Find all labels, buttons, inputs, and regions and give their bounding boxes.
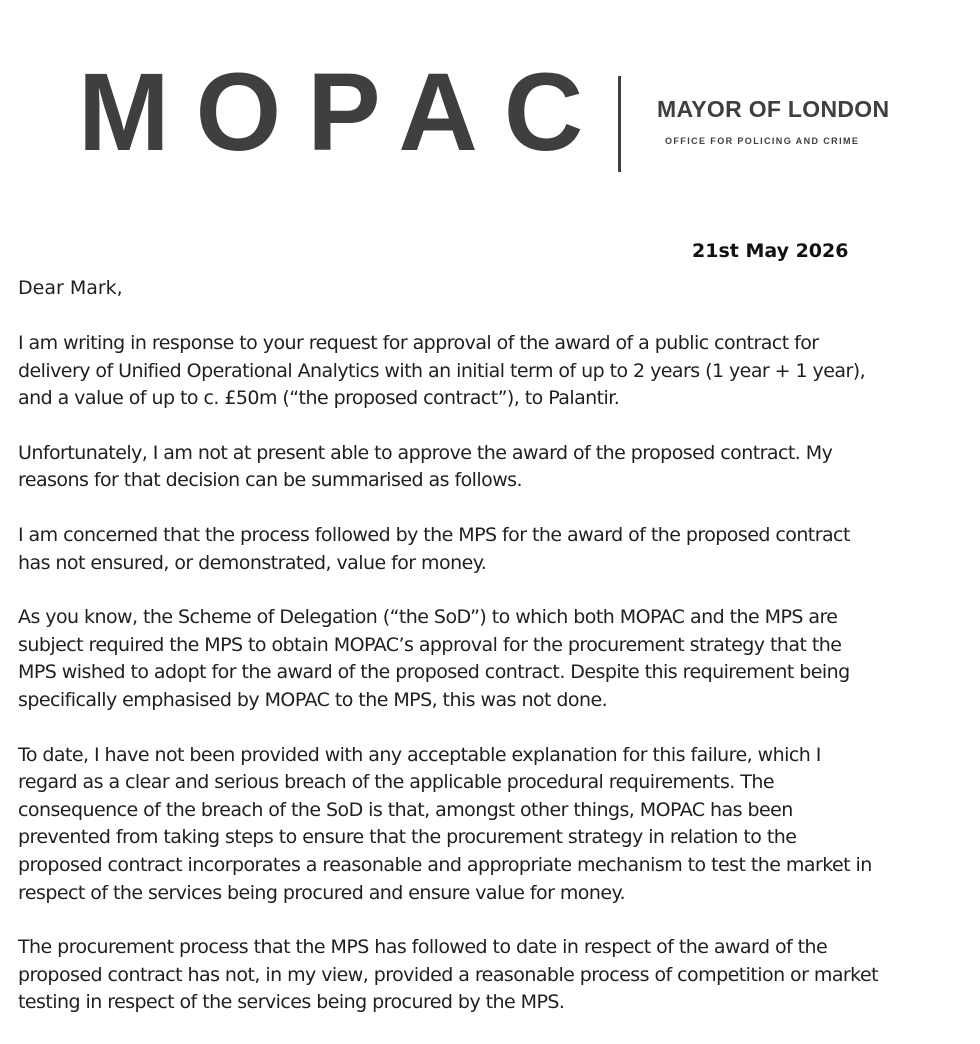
text-line: testing in respect of the services being procured by the MPS.	[18, 991, 565, 1014]
text-line: I am writing in response to your request for approval of the award of a public contract for	[18, 332, 819, 354]
text-line: To date, I have not been provided with any acceptable explanation for this failure, which I	[18, 743, 821, 766]
paragraph	[18, 934, 958, 1017]
office-subheading: OFFICE FOR POLICING AND CRIME	[665, 136, 860, 146]
text-line: The procurement process that the MPS has followed to date in respect of the award of the	[18, 936, 828, 959]
text-line: MPS wished to adopt for the award of the proposed contract. Despite this requirement being	[18, 661, 850, 684]
paragraph	[18, 604, 958, 714]
text-line: regard as a clear and serious breach of the applicable procedural requirements. The	[18, 771, 774, 794]
text-line: subject required the MPS to obtain MOPAC’s approval for the procurement strategy that the	[18, 633, 842, 656]
text-line: Unfortunately, I am not at present able to approve the award of the proposed contract. My	[18, 441, 833, 464]
text-line: proposed contract incorporates a reasonable and appropriate mechanism to test the market in	[18, 853, 872, 876]
mopac-logo: MOPAC	[78, 51, 610, 174]
letter-body	[18, 274, 958, 1044]
text-line: and a value of up to c. £50m (“the proposed contract”), to Palantir.	[18, 387, 620, 410]
text-line: prevented from taking steps to ensure that the procurement strategy in relation to the	[18, 826, 797, 849]
text-line: delivery of Unified Operational Analytics with an initial term of up to 2 years (1 year + 1 year),	[18, 359, 866, 382]
mayor-of-london-heading: MAYOR OF LONDON	[657, 96, 890, 122]
paragraph	[18, 440, 958, 495]
text-line: I am concerned that the process followed by the MPS for the award of the proposed contract	[18, 523, 850, 546]
paragraph	[18, 330, 958, 413]
text-line: As you know, the Scheme of Delegation (“the SoD”) to which both MOPAC and the MPS are	[18, 606, 838, 629]
text-line: proposed contract has not, in my view, provided a reasonable process of competition or market	[18, 963, 878, 986]
letterhead	[0, 0, 980, 200]
text-line: has not ensured, or demonstrated, value for money.	[18, 551, 487, 574]
paragraph	[18, 522, 958, 577]
text-line: specifically emphasised by MOPAC to the MPS, this was not done.	[18, 688, 608, 711]
letter-date: 21st May 2026	[692, 240, 849, 262]
salutation: Dear Mark,	[18, 277, 123, 299]
text-line: respect of the services being procured and ensure value for money.	[18, 881, 625, 904]
text-line: consequence of the breach of the SoD is that, amongst other things, MOPAC has been	[18, 798, 793, 821]
text-line: reasons for that decision can be summarised as follows.	[18, 469, 523, 492]
paragraph	[18, 742, 958, 908]
logo-divider	[618, 76, 621, 172]
